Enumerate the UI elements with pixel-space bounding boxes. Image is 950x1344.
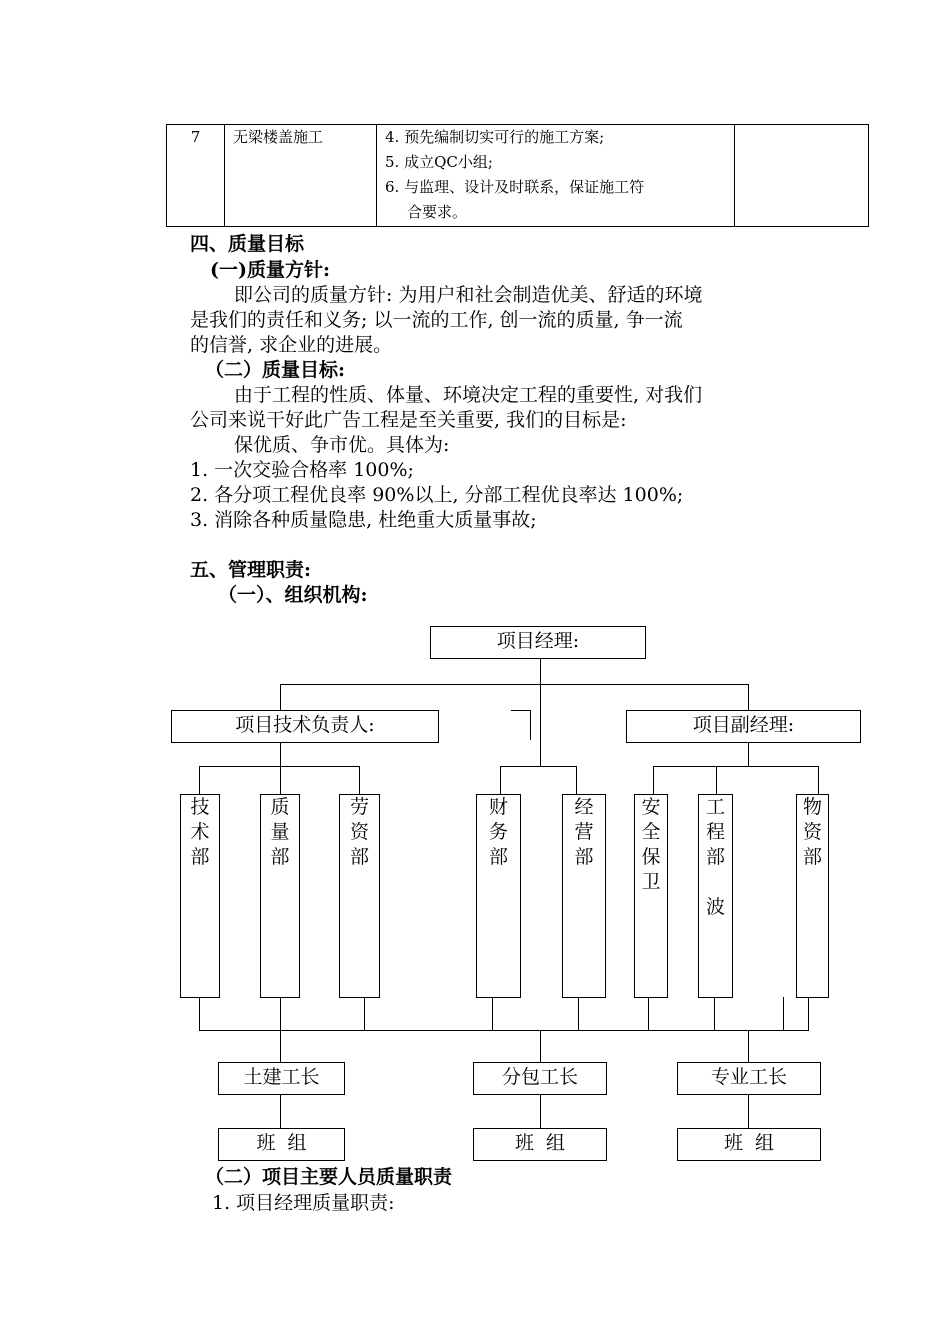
connector-line: [280, 1094, 281, 1128]
connector-line: [808, 997, 809, 1030]
connector-line: [280, 1030, 281, 1062]
deputy-manager-box: 项目副经理:: [626, 710, 861, 743]
section5-sub1: （一）、组织机构:: [218, 584, 368, 606]
connector-line: [540, 1030, 541, 1062]
connector-line: [578, 997, 579, 1030]
project-manager-box: 项目经理:: [430, 626, 646, 659]
team-box: 班 组: [218, 1128, 345, 1161]
dept-box-operations: 经 营 部: [562, 794, 606, 998]
dept-box-quality: 质 量 部: [260, 794, 300, 998]
connector-line: [280, 684, 281, 710]
connector-line: [199, 997, 200, 1030]
para3: 保优质、争市优。具体为:: [234, 434, 450, 456]
dept-box-finance: 财 务 部: [476, 794, 521, 998]
para2-line1: 由于工程的性质、体量、环境决定工程的重要性, 对我们: [234, 384, 703, 406]
connector-line: [280, 997, 281, 1030]
connector-line: [492, 997, 493, 1030]
section5-sub2: （二）项目主要人员质量职责: [205, 1166, 453, 1188]
connector-line: [540, 1094, 541, 1128]
row-name: 无梁楼盖施工: [225, 125, 377, 227]
dept-box-safety: 安 全 保 卫: [634, 794, 668, 998]
section5-item1: 1. 项目经理质量职责:: [212, 1192, 395, 1214]
measure-item: 5. 成立QC小组;: [385, 153, 493, 171]
connector-line: [199, 1030, 809, 1031]
connector-line: [199, 766, 200, 794]
measure-item: 6. 与监理、设计及时联系，保证施工符: [385, 178, 645, 196]
section4-title: 四、质量目标: [190, 233, 305, 255]
foreman-box-civil: 土建工长: [218, 1062, 345, 1095]
row-number: 7: [167, 125, 225, 227]
connector-line: [818, 766, 819, 794]
foreman-box-specialty: 专业工长: [677, 1062, 821, 1095]
measure-item: 合要求。: [407, 203, 468, 221]
connector-line: [500, 766, 501, 794]
connector-line: [540, 684, 541, 766]
dept-box-tech: 技 术 部: [180, 794, 220, 998]
connector-line: [653, 766, 654, 794]
team-box: 班 组: [677, 1128, 821, 1161]
measure-item: 4. 预先编制切实可行的施工方案;: [385, 128, 605, 146]
connector-line: [540, 658, 541, 684]
section5-title: 五、管理职责:: [190, 559, 312, 581]
row-remark: [735, 125, 869, 227]
connector-line: [576, 766, 577, 794]
para1-line2: 是我们的责任和义务; 以一流的工作, 创一流的质量, 争一流: [190, 309, 683, 331]
list-item: 3. 消除各种质量隐患, 杜绝重大质量事故;: [190, 509, 537, 531]
construction-table: [166, 124, 869, 227]
connector-line: [748, 1094, 749, 1128]
dept-box-materials: 物 资 部: [796, 794, 829, 998]
para1-line3: 的信誉, 求企业的进展。: [190, 334, 393, 356]
connector-line: [748, 742, 749, 766]
connector-line: [653, 766, 819, 767]
list-item: 2. 各分项工程优良率 90%以上, 分部工程优良率达 100%;: [190, 484, 684, 506]
para1-line1: 即公司的质量方针: 为用户和社会制造优美、舒适的环境: [234, 284, 703, 306]
connector-line: [648, 997, 649, 1030]
para2-line2: 公司来说干好此广告工程是至关重要, 我们的目标是:: [190, 409, 627, 431]
connector-line: [783, 997, 784, 1030]
dept-box-engineering: 工 程 部 波: [698, 794, 733, 998]
section4-sub2: （二）质量目标:: [205, 359, 346, 381]
connector-line: [280, 766, 281, 794]
connector-line: [359, 766, 360, 794]
connector-line: [280, 742, 281, 766]
connector-line: [500, 766, 577, 767]
list-item: 1. 一次交验合格率 100%;: [190, 459, 414, 481]
tech-lead-box: 项目技术负责人:: [171, 710, 439, 743]
connector-line: [748, 684, 749, 710]
connector-line: [716, 766, 717, 794]
section4-sub1: (一)质量方针:: [210, 259, 330, 281]
row-measures: [377, 125, 735, 227]
table-row: [167, 125, 869, 227]
connector-line: [280, 684, 749, 685]
dept-box-labor: 劳 资 部: [339, 794, 380, 998]
connector-line: [364, 997, 365, 1030]
connector-line: [714, 997, 715, 1030]
foreman-box-subcontract: 分包工长: [473, 1062, 607, 1095]
connector-line: [511, 710, 531, 711]
team-box: 班 组: [473, 1128, 607, 1161]
connector-line: [530, 710, 531, 740]
connector-line: [748, 1030, 749, 1062]
